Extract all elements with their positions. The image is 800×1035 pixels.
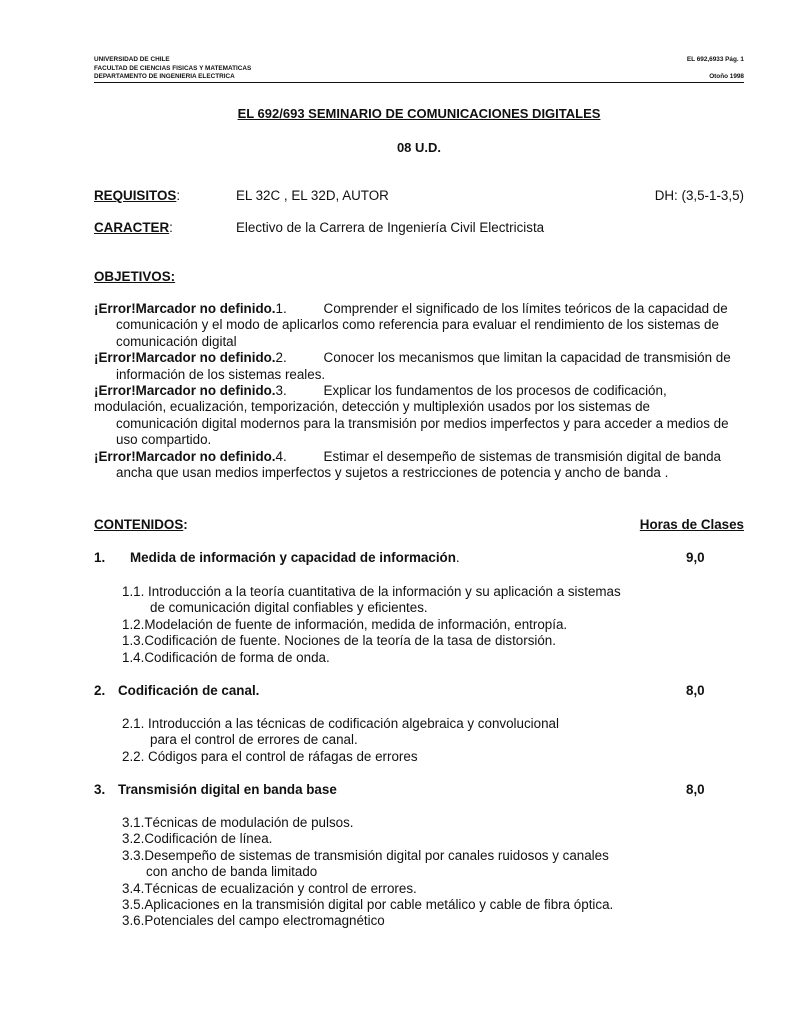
- header-row: [94, 65, 744, 74]
- objetivo-text: Comprender el significado de los límites teóricos de la capacidad de: [323, 301, 728, 316]
- caracter-value: Electivo de la Carrera de Ingeniería Civil Electricista: [236, 220, 545, 235]
- contenidos-colon: :: [183, 517, 188, 532]
- subtopic: [122, 633, 642, 649]
- objetivo-text: Explicar los fundamentos de los procesos de codificación,: [323, 383, 667, 399]
- subtopic: [122, 584, 642, 617]
- subtopic: [122, 815, 642, 831]
- subtopic-text: 1.4.Codificación de forma de onda.: [122, 649, 330, 665]
- subtopic: [122, 831, 642, 847]
- objetivo-item: [94, 449, 744, 482]
- subtopic: [122, 650, 642, 666]
- requisitos-colon: :: [176, 188, 181, 203]
- course-title: EL 692/693 SEMINARIO DE COMUNICACIONES DIGITALES: [237, 106, 601, 121]
- header-department: DEPARTAMENTO DE INGENIERIA ELECTRICA: [94, 73, 235, 81]
- objetivo-continuation: comunicación digital: [116, 333, 237, 349]
- error-marker: ¡Error!Marcador no definido.: [94, 350, 276, 366]
- objetivo-number: 2.: [275, 350, 287, 366]
- unit-hours: 8,0: [686, 782, 705, 797]
- requisitos-label-wrap: [94, 188, 180, 203]
- caracter-label: CARACTER: [94, 220, 170, 235]
- objetivo-item: [94, 383, 744, 449]
- subtopic-continuation: para el control de errores de canal.: [150, 732, 358, 748]
- objetivo-item: [94, 350, 744, 383]
- unit-title: Medida de información y capacidad de información: [130, 550, 456, 565]
- objetivos-list: [94, 301, 744, 481]
- error-marker: ¡Error!Marcador no definido.: [94, 383, 276, 399]
- unit-title: Transmisión digital en banda base: [118, 782, 337, 797]
- header-row: [94, 73, 744, 83]
- contenidos-label: CONTENIDOS: [94, 517, 184, 532]
- objetivo-number: 1.: [275, 301, 287, 316]
- error-marker: ¡Error!Marcador no definido.: [94, 301, 276, 316]
- subtopic: [122, 716, 642, 749]
- subtopic-text: 3.3.Desempeño de sistemas de transmisión digital por canales ruidosos y canales: [122, 847, 609, 863]
- objetivo-continuation: ancha que usan medios imperfectos y sujetos a restricciones de potencia y ancho de banda .: [116, 465, 669, 481]
- objetivos-heading: OBJETIVOS:: [94, 269, 176, 284]
- caracter-colon: :: [169, 220, 173, 235]
- objetivo-continuation: uso compartido.: [116, 432, 212, 448]
- subtopic: [122, 617, 642, 633]
- subtopic-text: 3.4.Técnicas de ecualización y control de errores.: [122, 880, 417, 896]
- unit-number: 1.: [94, 550, 106, 565]
- subtopic: [122, 749, 642, 765]
- unit-hours: 8,0: [686, 683, 705, 698]
- unit-subtopics: [122, 716, 642, 765]
- objetivo-continuation: comunicación digital modernos para la transmisión por medios imperfectos y para acceder a medios de: [116, 415, 729, 431]
- subtopic-text: 1.1. Introducción a la teoría cuantitativa de la información y su aplicación a sistemas: [122, 584, 621, 599]
- subtopic: [122, 897, 642, 913]
- subtopic-text: 3.5.Aplicaciones en la transmisión digital por cable metálico y cable de fibra óptica.: [122, 897, 614, 913]
- unit-hours: 9,0: [686, 550, 705, 565]
- objetivo-first-line: [94, 383, 744, 399]
- header-course-page: EL 692,6933 Pág. 1: [686, 56, 744, 63]
- subtopic-text: 2.1. Introducción a las técnicas de codificación algebraica y convolucional: [122, 716, 559, 731]
- objetivo-continuation: información de los sistemas reales.: [116, 366, 326, 382]
- objetivo-text: Conocer los mecanismos que limitan la capacidad de transmisión de: [323, 350, 731, 366]
- caracter-label-wrap: [94, 220, 173, 235]
- header-university: UNIVERSIDAD DE CHILE: [94, 56, 170, 63]
- hours-label: Horas de Clases: [639, 517, 744, 532]
- unit-subtopics: [122, 584, 642, 666]
- unit-title: Codificación de canal.: [118, 683, 260, 698]
- requisitos-value: EL 32C , EL 32D, AUTOR: [236, 188, 389, 203]
- subtopic-text: 3.1.Técnicas de modulación de pulsos.: [122, 815, 354, 830]
- subtopic: [122, 881, 642, 897]
- objetivo-first-line: [94, 301, 744, 317]
- header-term: Otoño 1998: [709, 73, 744, 81]
- subtopic-text: 1.2.Modelación de fuente de información, medida de información, entropía.: [122, 616, 568, 632]
- objetivo-number: 4.: [275, 448, 287, 464]
- error-marker: ¡Error!Marcador no definido.: [94, 448, 276, 464]
- objetivo-number: 3.: [275, 383, 287, 399]
- subtopic-text: 3.2.Codificación de línea.: [122, 831, 273, 847]
- subtopic-text: 3.6.Potenciales del campo electromagnético: [122, 913, 385, 929]
- objetivo-text: Estimar el desempeño de sistemas de transmisión digital de banda: [323, 448, 722, 464]
- objetivo-first-line: [94, 449, 744, 465]
- unit-subtopics: [122, 815, 642, 930]
- requisitos-label: REQUISITOS: [94, 188, 177, 203]
- subtopic-continuation: de comunicación digital confiables y eficientes.: [150, 600, 428, 616]
- objetivo-first-line: [94, 350, 744, 366]
- subtopic-text: 1.3.Codificación de fuente. Nociones de la teoría de la tasa de distorsión.: [122, 633, 556, 649]
- contenidos-header: [94, 517, 744, 532]
- unit-heading: [94, 782, 744, 797]
- course-units: 08 U.D.: [396, 140, 442, 155]
- objetivo-item: [94, 301, 744, 350]
- subtopic: [122, 848, 642, 881]
- unit-number: 2.: [94, 683, 106, 698]
- subtopic: [122, 913, 642, 929]
- requisitos-dh: DH: (3,5-1-3,5): [654, 188, 744, 203]
- unit-number: 3.: [94, 782, 106, 797]
- unit-title-suffix: .: [455, 550, 460, 565]
- unit-heading: [94, 550, 744, 565]
- header-row: [94, 56, 744, 65]
- subtopic-text: 2.2. Códigos para el control de ráfagas de errores: [122, 748, 418, 764]
- subtopic-continuation: con ancho de banda limitado: [146, 864, 318, 880]
- header-faculty: FACULTAD DE CIENCIAS FISICAS Y MATEMATICAS: [94, 64, 252, 72]
- page-header: [94, 56, 744, 83]
- unit-heading: [94, 683, 744, 698]
- objetivo-continuation: modulación, ecualización, temporización, detección y multiplexión usados por los sistemas de: [94, 399, 650, 415]
- objetivo-continuation: comunicación y el modo de aplicarlos como referencia para evaluar el rendimiento de los sistemas de: [116, 317, 719, 333]
